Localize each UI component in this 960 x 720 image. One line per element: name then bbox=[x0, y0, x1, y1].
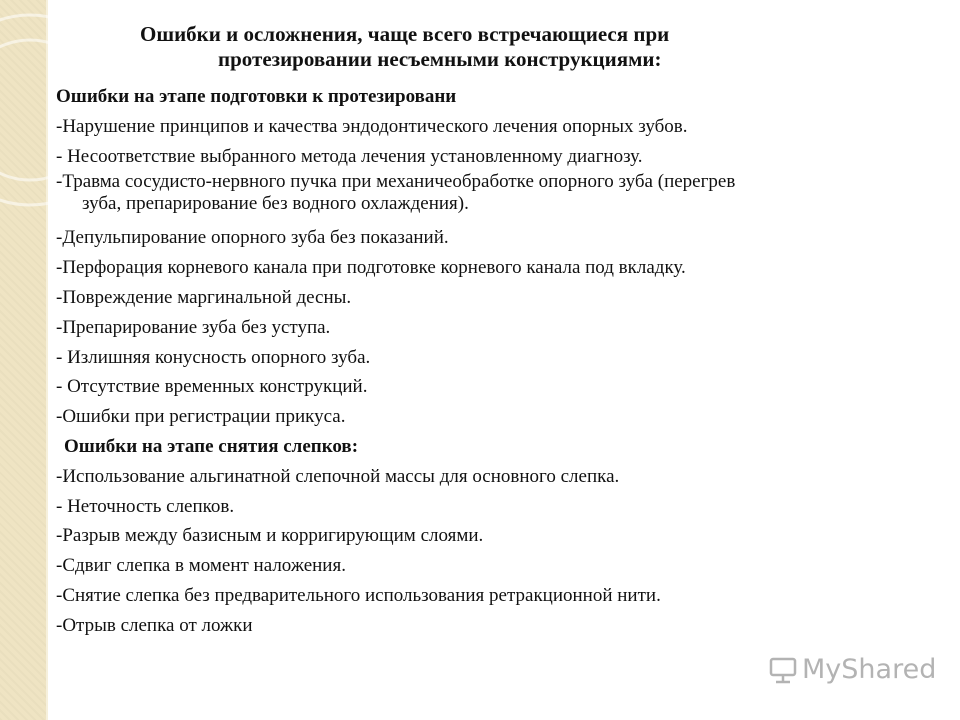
list-item: -Отрыв слепка от ложки bbox=[56, 614, 253, 636]
list-item: - Отсутствие временных конструкций. bbox=[56, 376, 368, 398]
list-item: -Разрыв между базисным и корригирующим слоями. bbox=[56, 525, 484, 547]
title-line-1: Ошибки и осложнения, чаще всего встречающиеся при bbox=[140, 22, 670, 46]
list-item: - Излишняя конусность опорного зуба. bbox=[56, 346, 371, 368]
projector-screen-icon bbox=[768, 655, 798, 685]
list-item-part: зуба, препарирование без водного охлаждения). bbox=[82, 193, 469, 215]
list-item: -Препарирование зуба без уступа. bbox=[56, 316, 331, 338]
list-item: -Использование альгинатной слепочной массы для основного слепка. bbox=[56, 465, 620, 487]
list-item: -Снятие слепка без предварительного использования ретракционной нити. bbox=[56, 584, 661, 606]
section-heading-preparation: Ошибки на этапе подготовки к протезировани bbox=[56, 86, 457, 107]
watermark bbox=[768, 654, 936, 685]
list-item: -Нарушение принципов и качества эндодонтического лечения опорных зубов. bbox=[56, 115, 688, 137]
list-item: -Перфорация корневого канала при подготовке корневого канала под вкладку. bbox=[56, 257, 686, 279]
list-item-part: -Травма сосудисто-нервного пучка при механичеобработке опорного зуба (перегрев bbox=[56, 171, 736, 193]
watermark-text: MyShared bbox=[802, 654, 937, 685]
list-item: - Несоответствие выбранного метода лечения установленному диагнозу. bbox=[56, 145, 643, 167]
title-line-2: протезировании несъемными конструкциями: bbox=[218, 47, 662, 71]
list-item bbox=[56, 171, 936, 223]
list-item: - Неточность слепков. bbox=[56, 495, 235, 517]
section-heading-impressions: Ошибки на этапе снятия слепков: bbox=[64, 435, 359, 457]
slide-title bbox=[140, 22, 860, 72]
list-item: -Ошибки при регистрации прикуса. bbox=[56, 406, 346, 428]
list-item: -Сдвиг слепка в момент наложения. bbox=[56, 555, 346, 577]
content-list bbox=[56, 82, 936, 641]
list-item: -Повреждение маргинальной десны. bbox=[56, 286, 352, 308]
list-item: -Депульпирование опорного зуба без показаний. bbox=[56, 227, 449, 249]
